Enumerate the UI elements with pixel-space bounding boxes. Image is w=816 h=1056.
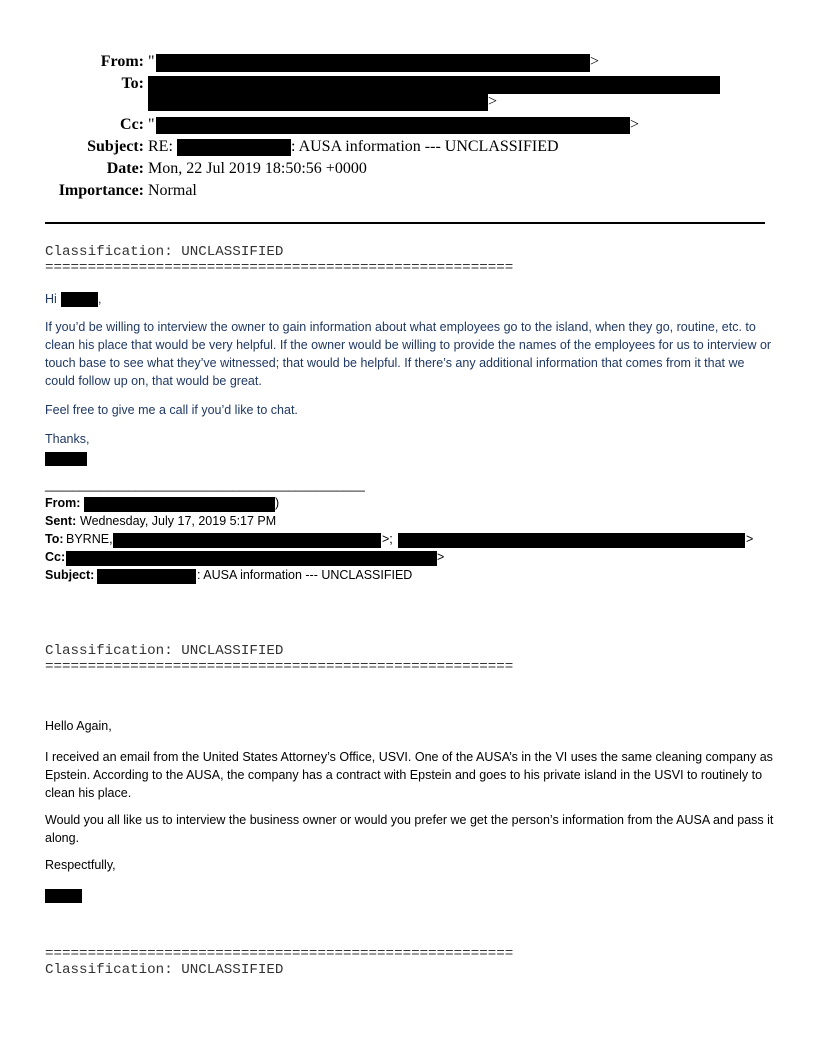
footer-classification-line: Classification: UNCLASSIFIED	[45, 962, 284, 978]
subject-prefix: RE:	[148, 138, 173, 155]
greeting-punct: ,	[98, 292, 102, 306]
classification-line: Classification: UNCLASSIFIED	[45, 244, 284, 260]
reply-paragraph: If you’d be willing to interview the owner to gain information about what employees go to the island, when they go, routine, etc. to clean his place that would be very helpful. If the owner would be willing to provide the names of the employees for us to interview or touch base to see what they’ve witnessed; that would be helpful. If there’s any additional information that comes from it that we could follow up on, that would be great.	[45, 320, 772, 388]
quoted-cc-label: Cc:	[45, 550, 66, 564]
to-label: To:	[121, 75, 144, 92]
redaction-block	[113, 533, 381, 548]
from-label: From:	[100, 53, 144, 70]
subject-label: Subject:	[87, 138, 144, 155]
quoted-sent-label: Sent:	[45, 514, 77, 528]
redaction-block	[156, 117, 630, 134]
quoted-paragraph-1: I received an email from the United States Attorney’s Office, USVI. One of the AUSA’s in the VI uses the same cleaning company as Epstein. According to the AUSA, the company has a contract with Epstein and goes to his private island in the USVI to routinely to clean his place.	[45, 750, 773, 800]
quoted-signoff: Respectfully,	[45, 858, 116, 872]
redaction-block	[398, 533, 745, 548]
cc-label: Cc:	[120, 116, 144, 133]
date-label: Date:	[106, 160, 144, 177]
to-suffix: >	[488, 93, 498, 110]
header-divider	[45, 222, 765, 224]
redaction-block	[148, 76, 720, 94]
redaction-block	[66, 551, 437, 566]
date-value: Mon, 22 Jul 2019 18:50:56 +0000	[148, 160, 367, 177]
quoted-from-label: From:	[45, 496, 81, 510]
signature-redaction	[45, 452, 87, 466]
importance-value: Normal	[148, 182, 197, 199]
redaction-block	[148, 94, 488, 111]
quoted-to-mid: >;	[382, 532, 393, 546]
signature-redaction	[45, 889, 82, 903]
cc-prefix: "	[148, 116, 155, 133]
quoted-sent-value: Wednesday, July 17, 2019 5:17 PM	[80, 514, 277, 528]
cc-suffix: >	[630, 116, 640, 133]
redaction-block	[61, 292, 98, 307]
separator-line: =======================================================	[45, 260, 514, 276]
quoted-separator-line: =======================================================	[45, 659, 514, 675]
signoff: Thanks,	[45, 432, 90, 446]
quoted-paragraph-2: Would you all like us to interview the business owner or would you prefer we get the person’s information from the AUSA and pass it along.	[45, 813, 774, 845]
redaction-block	[97, 569, 196, 584]
quoted-to-suffix: >	[746, 532, 754, 546]
redaction-block	[84, 497, 275, 512]
quoted-greeting: Hello Again,	[45, 719, 112, 733]
from-suffix: >	[590, 53, 600, 70]
quoted-to-value: BYRNE,	[66, 532, 113, 546]
quoted-to-label: To:	[45, 532, 64, 546]
importance-label: Importance:	[58, 182, 144, 199]
redaction-block	[156, 54, 590, 72]
quote-divider: ______________________________________________	[45, 478, 365, 492]
greeting: Hi	[45, 292, 57, 306]
quoted-classification-line: Classification: UNCLASSIFIED	[45, 643, 284, 659]
quoted-from-suffix: )	[275, 496, 280, 510]
quoted-subject-label: Subject:	[45, 568, 95, 582]
redaction-block	[177, 139, 291, 156]
call-line: Feel free to give me a call if you’d like to chat.	[45, 403, 298, 417]
quoted-subject-suffix: : AUSA information --- UNCLASSIFIED	[197, 568, 413, 582]
footer-separator-line: =======================================================	[45, 946, 514, 962]
subject-suffix: : AUSA information --- UNCLASSIFIED	[291, 138, 559, 155]
from-prefix: "	[148, 53, 155, 70]
quoted-cc-suffix: >	[437, 550, 445, 564]
